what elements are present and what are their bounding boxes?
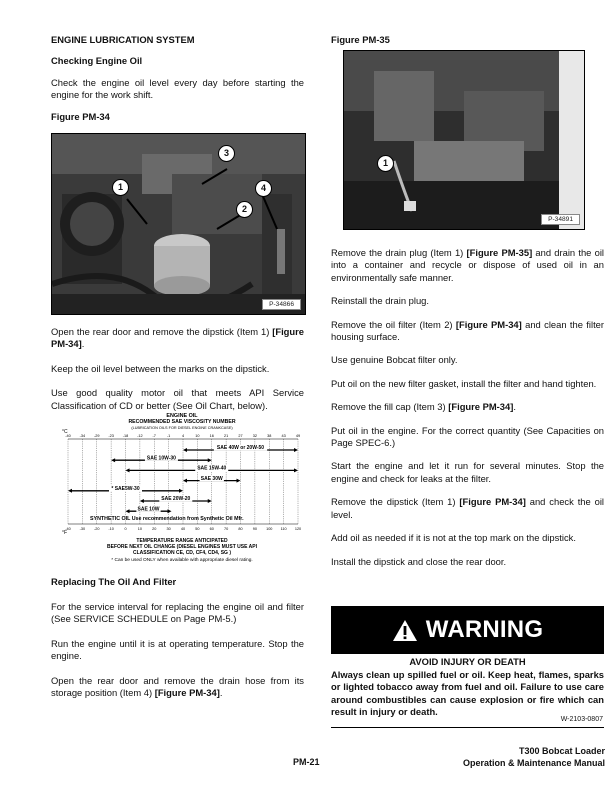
figure-pm34-photo bbox=[51, 133, 306, 315]
bar-label: SAE 10W-30 bbox=[146, 455, 176, 462]
f-tick-label: -40 bbox=[65, 527, 71, 531]
bar-arrow-left bbox=[68, 489, 72, 493]
start-engine-paragraph: Start the engine and let it run for several minutes. Stop the engine and check for leaks at the filter. bbox=[331, 460, 604, 484]
section-heading: ENGINE LUBRICATION SYSTEM bbox=[51, 34, 195, 45]
f-tick-label: 90 bbox=[252, 527, 257, 531]
f-tick-label: 20 bbox=[152, 527, 157, 531]
callout-4: 4 bbox=[255, 180, 272, 197]
bar-label: SAE 30W bbox=[200, 475, 223, 482]
drain-photo-image bbox=[344, 51, 584, 229]
c-tick-label: -1 bbox=[166, 434, 171, 438]
callout-1: 1 bbox=[112, 179, 129, 196]
f-tick-label: 40 bbox=[180, 527, 186, 531]
subheading-checking: Checking Engine Oil bbox=[51, 55, 143, 66]
bar-arrow-right bbox=[208, 499, 212, 503]
install-dipstick-paragraph: Install the dipstick and close the rear door. bbox=[331, 555, 507, 567]
run-engine-paragraph: Run the engine until it is at operating temperature. Stop the engine. bbox=[51, 637, 304, 662]
series-bar bbox=[183, 445, 298, 453]
bar-arrow-left bbox=[126, 468, 130, 472]
put-oil-paragraph: Put oil in the engine. For the correct quantity (See Capacities on Page SPEC-6.) bbox=[331, 424, 604, 449]
figure-pm34-label: Figure PM-34 bbox=[51, 110, 110, 122]
f-tick-labels bbox=[65, 527, 301, 531]
chart-xlabel3: CLASSIFICATION CE, CD, CF4, CD4, SG ) bbox=[133, 550, 231, 556]
manual-title-line1: T300 Bobcat Loader bbox=[518, 746, 605, 756]
c-tick-label: -12 bbox=[137, 434, 143, 438]
c-tick-label: 16 bbox=[209, 434, 214, 438]
series-bar bbox=[111, 455, 212, 463]
chart-title: ENGINE OIL bbox=[166, 413, 198, 419]
c-tick-label: 49 bbox=[295, 434, 301, 438]
bar-arrow-left bbox=[126, 509, 130, 513]
c-tick-labels bbox=[65, 434, 300, 438]
check-level-paragraph: Remove the dipstick (Item 1) [Figure PM-34] and check the oil level. bbox=[331, 496, 605, 520]
warning-title: WARNING bbox=[425, 616, 544, 643]
drain-plug-paragraph: Remove the drain plug (Item 1) [Figure PM-35] and drain the oil into a container and recycle or dispose of used oil in an environmentally safe manner. bbox=[331, 247, 604, 283]
engine-photo-image bbox=[52, 134, 305, 314]
chart-footnote: * Can be used ONLY when available with appropriate diesel rating. bbox=[111, 558, 253, 563]
c-tick-label: 21 bbox=[224, 434, 229, 438]
figure-pm34-ref: P-34866 bbox=[262, 299, 301, 310]
c-tick-label: -29 bbox=[94, 434, 100, 438]
bar-arrow-left bbox=[140, 499, 144, 503]
f-tick-label: 50 bbox=[195, 527, 200, 531]
figure-pm35-label: Figure PM-35 bbox=[331, 34, 390, 45]
f-tick-label: 120 bbox=[294, 527, 302, 531]
genuine-filter-paragraph: Use genuine Bobcat filter only. bbox=[331, 354, 458, 366]
c-tick-label: 32 bbox=[252, 434, 257, 438]
f-tick-label: 60 bbox=[209, 527, 214, 531]
bar-label: SAE 10W bbox=[137, 506, 160, 513]
oil-viscosity-chart bbox=[60, 410, 304, 570]
bar-arrow-right bbox=[179, 489, 183, 493]
manual-title bbox=[400, 745, 605, 769]
bar-arrow-right bbox=[208, 458, 212, 462]
bar-arrow-right bbox=[294, 468, 298, 472]
f-tick-label: -10 bbox=[108, 527, 114, 531]
axis-top-unit: °C bbox=[62, 429, 68, 435]
f-tick-label: 0 bbox=[124, 527, 127, 531]
series-bar bbox=[126, 465, 299, 473]
bar-arrow-right bbox=[237, 479, 241, 483]
chart-xlabel: TEMPERATURE RANGE ANTICIPATED bbox=[136, 538, 228, 544]
check-paragraph: Check the engine oil level every day before starting the engine for the work shift. bbox=[51, 77, 304, 101]
f-tick-label: 70 bbox=[224, 527, 229, 531]
bar-label: * SAE5W-30 bbox=[111, 486, 140, 492]
axis-bottom-unit: °F bbox=[62, 530, 68, 536]
manual-title-line2: Operation & Maintenance Manual bbox=[462, 758, 605, 768]
bar-label: SAE 40W or 20W-50 bbox=[216, 445, 265, 452]
bar-label: SAE 20W-20 bbox=[161, 496, 191, 503]
add-oil-paragraph: Add oil as needed if it is not at the top mark on the dipstick. bbox=[331, 532, 576, 544]
f-tick-label: 30 bbox=[166, 527, 171, 531]
series-bar bbox=[126, 506, 172, 514]
remove-filter-paragraph: Remove the oil filter (Item 2) [Figure PM-34] and clean the filter housing surface. bbox=[331, 318, 605, 343]
series-bar bbox=[140, 496, 212, 504]
keep-level-paragraph: Keep the oil level between the marks on the dipstick. bbox=[51, 362, 270, 374]
f-tick-label: -20 bbox=[94, 527, 100, 531]
open-door-paragraph: Open the rear door and remove the dipstick (Item 1) [Figure PM-34]. bbox=[51, 326, 304, 350]
f-tick-label: -30 bbox=[79, 527, 86, 531]
chart-xlabel2: BEFORE NEXT OIL CHANGE (DIESEL ENGINES MUST USE API bbox=[107, 544, 257, 550]
warning-code: W-2103-0807 bbox=[560, 716, 603, 723]
bar-arrow-right bbox=[294, 448, 298, 452]
f-tick-label: 100 bbox=[266, 527, 273, 531]
c-tick-label: -18 bbox=[122, 434, 129, 438]
f-tick-label: 110 bbox=[280, 527, 287, 531]
page-number: PM-21 bbox=[293, 757, 320, 767]
chart-subtitle2: (LUBRICATION OILS FOR DIESEL ENGINE CRANKCASE) bbox=[131, 426, 233, 430]
use-oil-paragraph: Use good quality motor oil that meets API Service Classification of CD or better (See Oil Chart, below). bbox=[51, 387, 304, 411]
warning-body: Always clean up spilled fuel or oil. Keep heat, flames, sparks or lighted tobacco away from fuel and oil. Failure to use care around combustibles can cause explosion or fire which can result in injury or death. bbox=[331, 669, 604, 718]
callout-2: 2 bbox=[236, 201, 253, 218]
c-tick-label: -34 bbox=[79, 434, 86, 438]
c-tick-label: 38 bbox=[267, 434, 272, 438]
f-tick-label: 80 bbox=[238, 527, 243, 531]
reinstall-plug-paragraph: Reinstall the drain plug. bbox=[331, 295, 429, 307]
c-tick-label: 43 bbox=[281, 434, 286, 438]
c-tick-label: 4 bbox=[181, 434, 185, 438]
chart-gridlines bbox=[68, 439, 298, 524]
interval-paragraph: For the service interval for replacing the engine oil and filter (See SERVICE SCHEDULE on Page PM-5.) bbox=[51, 601, 304, 625]
callout-3: 3 bbox=[218, 145, 235, 162]
warning-subtitle: AVOID INJURY OR DEATH bbox=[409, 656, 526, 667]
c-tick-label: -7 bbox=[152, 434, 156, 438]
fill-cap-paragraph: Remove the fill cap (Item 3) [Figure PM-34]. bbox=[331, 401, 516, 413]
synthetic-label: SYNTHETIC OIL Use recommendation from Synthetic Oil Mfr. bbox=[90, 516, 244, 522]
warning-triangle-icon bbox=[392, 619, 418, 642]
new-filter-paragraph: Put oil on the new filter gasket, install the filter and hand tighten. bbox=[331, 377, 597, 389]
series-bar bbox=[183, 475, 241, 483]
bar-arrow-left bbox=[111, 458, 115, 462]
figure-pm35-ref: P-34891 bbox=[541, 214, 580, 225]
bar-label: SAE 15W-40 bbox=[197, 465, 227, 472]
f-tick-label: 10 bbox=[137, 527, 142, 531]
c-tick-label: 10 bbox=[195, 434, 200, 438]
c-tick-label: 27 bbox=[238, 434, 243, 438]
c-tick-label: -40 bbox=[65, 434, 71, 438]
drain-hose-paragraph: Open the rear door and remove the drain hose from its storage position (Item 4) [Figure PM-34]. bbox=[51, 674, 304, 699]
chart-subtitle: RECOMMENDED SAE VISCOSITY NUMBER bbox=[128, 419, 236, 425]
bar-arrow-left bbox=[183, 448, 187, 452]
bar-arrow-left bbox=[183, 479, 187, 483]
warning-bottom-rule bbox=[331, 727, 604, 728]
callout-1-pm35: 1 bbox=[377, 155, 394, 172]
c-tick-label: -23 bbox=[108, 434, 114, 438]
bar-arrow-right bbox=[168, 509, 172, 513]
series-bar bbox=[68, 485, 183, 493]
figure-pm35-photo bbox=[343, 50, 585, 230]
warning-banner bbox=[331, 606, 604, 654]
subheading-replacing: Replacing The Oil And Filter bbox=[51, 576, 177, 587]
